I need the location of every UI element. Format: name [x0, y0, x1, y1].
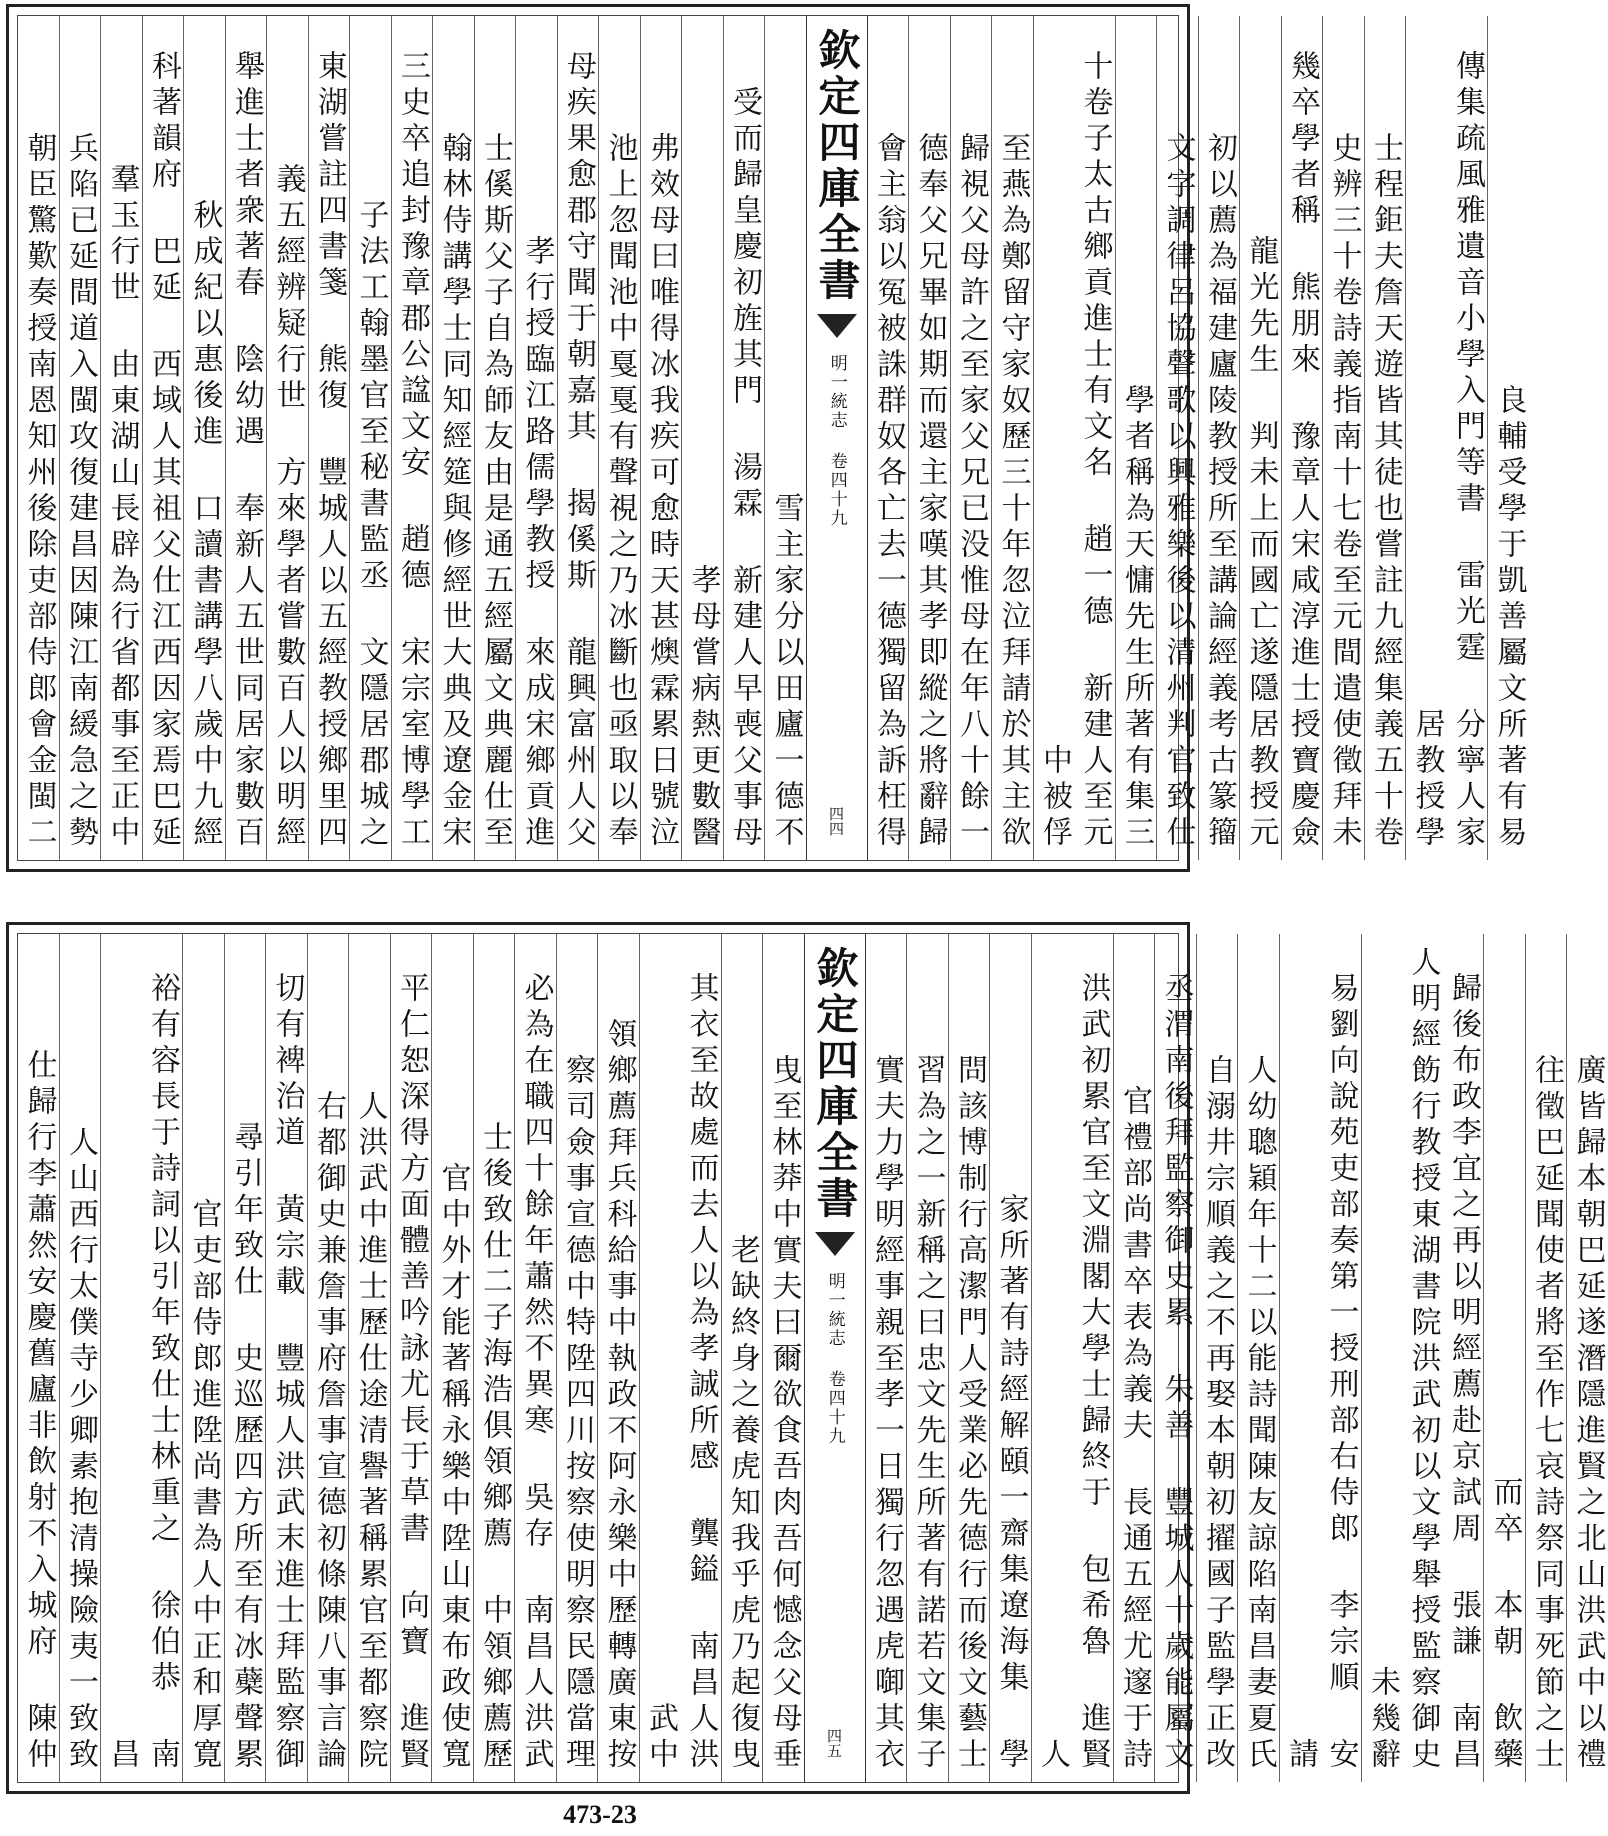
text-column: 平仁恕深得方面體善吟詠尤長于草書 向寶 進賢 — [390, 934, 432, 1782]
text-column: 洪武初累官至文淵閣大學士歸終于 包希魯 進賢人 — [1031, 934, 1113, 1782]
text-column: 兵陷已延間道入閩攻復建昌因陳江南緩急之勢 — [59, 16, 101, 860]
text-column: 察司僉事宣德中特陞四川按察使明察民隱當理 — [556, 934, 598, 1782]
text-column: 老缺終身之養虎知我乎虎乃起復曳 — [721, 934, 763, 1782]
text-column: 母疾果愈郡守聞于朝嘉其 揭傒斯 龍興富州人父 — [557, 16, 599, 860]
text-column: 其衣至故處而去人以為孝誠所感 龔鎰 南昌人洪武中 — [639, 934, 721, 1782]
text-column: 秋成紀以惠後進 口讀書講學八歲中九經 — [183, 16, 225, 860]
text-column: 至燕為鄭留守家奴歷三十年忽泣拜請於其主欲 — [991, 16, 1033, 860]
text-column: 幾卒學者稱 熊朋來 豫章人宋咸淳進士授寶慶僉 — [1281, 16, 1323, 860]
text-column: 歸後布政李宜之再以明經薦赴京試周 張謙 南昌人明經飭行教授東湖書院洪武初以文學舉授監察御史未幾辭 — [1361, 934, 1484, 1782]
fish-tail-icon — [815, 1232, 855, 1256]
text-column: 史辨三十卷詩義指南十七卷至元間遣使徵拜未 — [1322, 16, 1364, 860]
top-page-frame — [17, 15, 1527, 861]
text-column: 朝臣驚歎奏授南恩知州後除吏部侍郎會金閩二 — [21, 132, 57, 852]
text-column: 學者稱為天慵先生所著有集三 — [1115, 16, 1157, 860]
bottom-left-half — [18, 934, 804, 1782]
text-column: 羣玉行世 由東湖山長辟為行省都事至正中 — [100, 16, 142, 860]
text-column: 士程鉅夫詹天遊皆其徒也嘗註九經集義五十卷 — [1364, 16, 1406, 860]
top-center-volume: 明一統志 卷四十九 — [826, 354, 847, 528]
text-column: 初以薦為福建廬陵教授所至講論經義考古篆籀 — [1198, 16, 1240, 860]
text-column: 孝母嘗病熱更數醫 — [681, 16, 723, 860]
text-column: 東湖嘗註四書箋 熊復 豐城人以五經教授鄉里四 — [308, 16, 350, 860]
text-column: 傳集疏風雅遺音小學入門等書 雷光霆 分寧人家居教授學 — [1405, 16, 1487, 860]
bottom-center-column — [804, 934, 866, 1782]
text-column: 良輔受學于凱善屬文所著有易 — [1487, 16, 1529, 860]
top-center-column — [806, 16, 868, 860]
text-column: 實夫力學明經事親至孝一日獨行忽遇虎啣其衣 — [869, 1054, 904, 1774]
text-column: 仕歸行李蕭然安慶舊廬非飲射不入城府 陳仲 — [21, 1049, 57, 1774]
text-column: 弗效母曰唯得冰我疾可愈時天甚燠霖累日號泣 — [640, 16, 682, 860]
bottom-center-page-number: 四五 — [825, 1728, 843, 1758]
text-column: 裕有容長于詩詞以引年致仕士林重之 徐伯恭 南昌 — [100, 934, 182, 1782]
text-column: 池上忽聞池中戛戛有聲視之乃冰斷也亟取以奉 — [598, 16, 640, 860]
bottom-page-frame — [17, 933, 1606, 1783]
text-column: 家所著有詩經解頤一齋集遼海集 學 — [989, 934, 1031, 1782]
text-column: 右都御史兼詹事府詹事宣德初條陳八事言論 — [307, 934, 349, 1782]
text-column: 歸視父母許之至家父兄已没惟母在年八十餘一 — [950, 16, 992, 860]
text-column: 士傒斯父子自為師友由是通五經屬文典麗仕至 — [474, 16, 516, 860]
text-column: 會主翁以冤被誅群奴各亡去一德獨留為訴枉得 — [871, 132, 906, 852]
text-column: 問該博制行高潔門人受業必先德行而後文藝士 — [948, 934, 990, 1782]
text-column: 科著韻府 巴延 西域人其祖父仕江西因家焉巴延 — [142, 16, 184, 860]
text-column: 必為在職四十餘年蕭然不異寒 吳存 南昌人洪武 — [514, 934, 556, 1782]
top-page — [6, 4, 1527, 872]
page-footer-number: 473-23 — [563, 1800, 637, 1829]
text-column: 義五經辨疑行世 方來學者嘗數百人以明經 — [266, 16, 308, 860]
text-column: 自溺井宗順義之不再娶本朝初擢國子監學正改 — [1196, 934, 1238, 1782]
text-column: 雪主家分以田廬一德不 — [764, 16, 806, 860]
top-right-half — [868, 16, 1529, 860]
text-column: 翰林侍講學士同知經筵與修經世大典及遼金宋 — [432, 16, 474, 860]
text-column: 人山西行太僕寺少卿素抱清操險夷一致致 — [59, 934, 101, 1782]
text-column: 十卷子太古鄉貢進士有文名 趙一德 新建人至元中被俘 — [1033, 16, 1115, 860]
top-center-title: 欽定四庫全書 — [812, 28, 862, 304]
text-column: 人洪武中進士歷仕途清譽著稱累官至都察院 — [348, 934, 390, 1782]
fish-tail-icon — [817, 314, 857, 338]
text-column: 人幼聰穎年十二以能詩聞陳友諒陷南昌妻夏氏 — [1237, 934, 1279, 1782]
text-column: 受而歸皇慶初旌其門 湯霖 新建人早喪父事母 — [723, 16, 765, 860]
bottom-page — [6, 922, 1606, 1794]
text-column: 切有裨治道 黃宗載 豐城人洪武末進士拜監察御 — [265, 934, 307, 1782]
text-column: 曳至林莽中實夫曰爾欲食吾肉吾何憾念父母垂 — [762, 934, 804, 1782]
top-center-page-number: 四四 — [827, 806, 845, 836]
bottom-right-half — [866, 934, 1608, 1782]
text-column: 舉進士者衆著春 陰幼遇 奉新人五世同居家數百 — [225, 16, 267, 860]
bottom-center-volume: 明一統志 卷四十九 — [824, 1272, 845, 1446]
text-column: 尋引年致仕 史巡歷四方所至有冰蘗聲累 — [224, 934, 266, 1782]
text-column: 官吏部侍郎進陞尚書為人中正和厚寛 — [182, 934, 224, 1782]
text-column: 文字調律呂協聲歌以興雅樂後以清州判官致仕 — [1156, 16, 1198, 860]
text-column: 廣皆歸本朝巴延遂潛隱進賢之北山洪武中以禮 — [1566, 934, 1608, 1782]
text-column: 德奉父兄畢如期而還主家嘆其孝即縱之將辭歸 — [908, 16, 950, 860]
text-column: 子法工翰墨官至秘書監丞 文隱居郡城之 — [349, 16, 391, 860]
text-column: 領鄉薦拜兵科給事中執政不阿永樂中歷轉廣東按 — [597, 934, 639, 1782]
bottom-center-title: 欽定四庫全書 — [810, 946, 860, 1222]
text-column: 官禮部尚書卒表為義夫 長通五經尤邃于詩 — [1113, 934, 1155, 1782]
text-column: 龍光先生 判未上而國亡遂隱居教授元 — [1239, 16, 1281, 860]
text-column: 習為之一新稱之曰忠文先生所著有諾若文集子 — [906, 934, 948, 1782]
text-column: 士後致仕二子海浩俱領鄉薦 中領鄉薦歷 — [473, 934, 515, 1782]
text-column: 而卒 本朝 飲藥 — [1483, 934, 1525, 1782]
text-column: 孝行授臨江路儒學教授 來成宋鄉貢進 — [515, 16, 557, 860]
text-column: 丞渭南後拜監察御史累 朱善 豐城人十歲能屬文 — [1154, 934, 1196, 1782]
top-left-half — [18, 16, 806, 860]
text-column: 官中外才能著稱永樂中陞山東布政使寬 — [431, 934, 473, 1782]
text-column: 三史卒追封豫章郡公諡文安 趙德 宋宗室博學工 — [391, 16, 433, 860]
text-column: 往徵巴延聞使者將至作七哀詩祭同事死節之士 — [1525, 934, 1567, 1782]
text-column: 易劉向說苑吏部奏第一授刑部右侍郎 李宗順 安請 — [1279, 934, 1361, 1782]
